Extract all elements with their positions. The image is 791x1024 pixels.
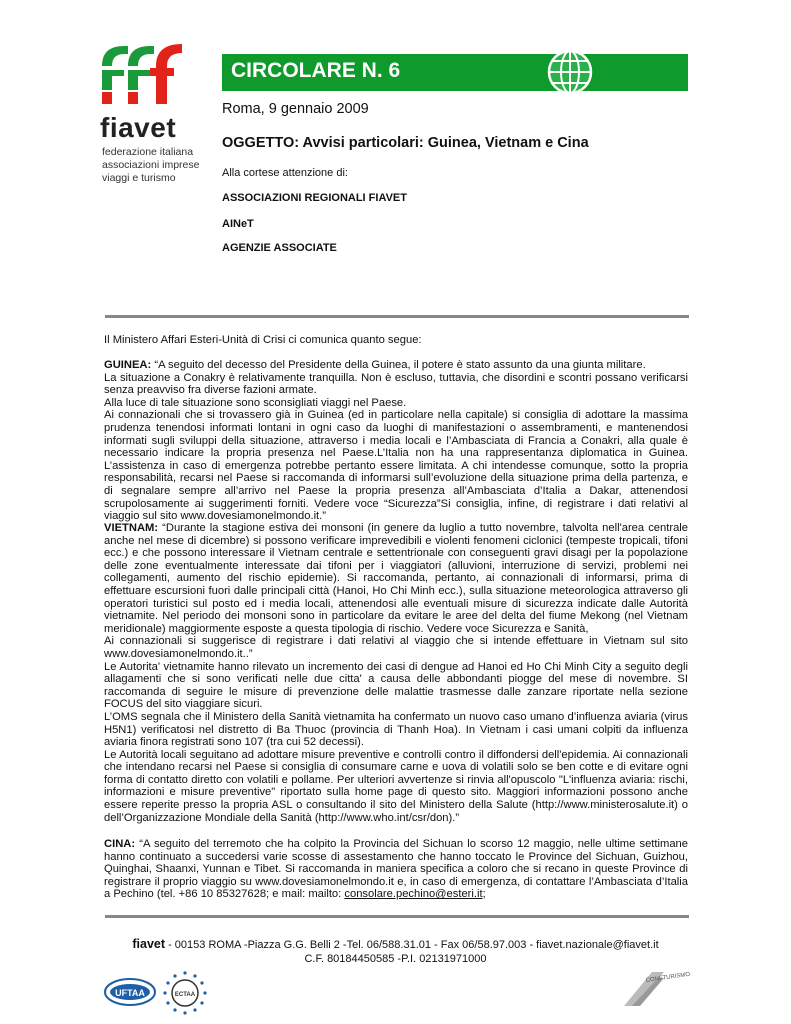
recipient-associazioni: ASSOCIAZIONI REGIONALI FIAVET — [222, 192, 407, 204]
vietnam-section: VIETNAM: “Durante la stagione estiva dei monsoni (in genere da luglio a tutto novembre, talvolta nell'area centrale anche nel mese di dicembre) si possono verificare imprevedibili e violenti fenomeni ciclonici (tempeste tropicali, tifoni ecc.) e che possono interessare il Vietnam centrale e settentrionale con conseguenti gravi disagi per la popolazione delle zone eventualmente interessate dai tifoni per i viaggiatori (alluvioni, interruzione di servizi, problemi nei collegamenti, aumento del rischio epidemie). Si raccomanda, pertanto, ai connazionali di informarsi, prima di effettuare escursioni fuori dalle principali città (Hanoi, Ho Chi Minh ecc.), sulla situazione meteorologica attraverso gli operatori turistici sul posto ed i media locali, attenendosi alle eventuali misure di sicurezza indicate dalle Autorità vietnamite. Nel periodo dei monsoni sono in particolare da evitare le aree del delta del fiume Mekong (nel Vietnam meridionale) maggiormente esposte a questa tipologia di rischio. Vedere voce Sicurezza e Sanità, Ai connazionali si suggerisce di registrare i dati relativi al viaggio che si intende effettuare in Vietnam sul sito www.dovesiamonelmondo.it..” Le Autorita' vietnamite hanno rilevato un incremento dei casi di dengue ad Hanoi ed Ho Chi Minh City a seguito degli allagamenti che si sono verificati nelle due citta' a causa delle abbondanti piogge del mese di novembre. SI raccomanda di seguire le misure di prevenzione delle malattie trasmesse dalle zanzare riportate nella sezione FOCUS del sito viaggiare sicuri. L’OMS segnala che il Ministero della Sanità vietnamita ha confermato un nuovo caso umano d’influenza aviaria (virus H5N1) verificatosi nel distretto di Ba Thuoc (provincia di Thanh Hoa). In Vietnam i casi umani colpiti da influenza aviaria finora registrati sono 107 (tra cui 52 decessi). Le Autorità locali seguitano ad adottare misure preventive e controlli contro il diffondersi dell'epidemia. Ai connazionali che intendano recarsi nel Paese si consiglia di consumare carne e uova di volatili solo se ben cotte e di evitare ogni forma di contatto diretto con volatili e pollame. Per ulteriori avvertenze si rinvia all'opuscolo "L'influenza aviaria: rischi, informazioni e misure preventive" riportato sulla home page di questo sito. Maggiori informazioni possono anche essere reperite presso la propria ASL o consultando il sito del Ministero della Salute (http://www.ministerosalute.it) o dell’Organizzazione Mondiale della Sanità (http://www.who.int/csr/don).” — [104, 522, 688, 824]
footer-fiscal: C.F. 80184450585 -P.I. 02131971000 — [304, 953, 487, 965]
fiavet-logo-icon — [100, 44, 186, 104]
consolare-email-link[interactable]: consolare.pechino@esteri.it — [344, 888, 483, 901]
footer-brand: fiavet — [132, 937, 166, 951]
circolare-title: CIRCOLARE N. 6 — [231, 59, 401, 82]
confturismo-label: CONFTURISMO — [645, 971, 691, 984]
confturismo-logo-icon — [622, 968, 691, 1008]
ectaa-label: ECTAA — [174, 992, 196, 998]
uftaa-label: UFTAA — [115, 988, 145, 998]
logo-wordmark: fiavet — [100, 112, 177, 143]
document-subject: OGGETTO: Avvisi particolari: Guinea, Vietnam e Cina — [222, 135, 589, 151]
intro-text: Il Ministero Affari Esteri-Unità di Crisi ci comunica quanto segue: — [104, 334, 422, 346]
divider-top — [105, 315, 689, 318]
globe-icon — [546, 48, 594, 96]
divider-bottom — [105, 915, 689, 918]
ectaa-logo-icon — [162, 970, 208, 1016]
attention-line: Alla cortese attenzione di: — [222, 167, 348, 179]
recipient-agenzie: AGENZIE ASSOCIATE — [222, 242, 337, 254]
guinea-section: GUINEA: “A seguito del decesso del Presidente della Guinea, il potere è stato assunto da una giunta militare. La situazione a Conakry è relativamente tranquilla. Non è escluso, tuttavia, che disordini e scontri possano verificarsi senza preavviso fra diverse fazioni armate. Alla luce di tale situazione sono sconsigliati viaggi nel Paese. Ai connazionali che si trovassero già in Guinea (ed in particolare nella capitale) si consiglia di adottare la massima prudenza tenendosi informati lontani in ogni caso da luoghi di manifestazioni o assembramenti, e mantenendosi informati sugli sviluppi della situazione, attraverso i media locali e l’Ambasciata di Francia a Conakri, alla quale è necessario indicare la propria presenza nel Paese.L’Italia non ha una rappresentanza diplomatica in Guinea. L’assistenza in caso di emergenza potrebbe pertanto essere limitata. A chi intendesse comunque, sotto la propria responsabilità, recarsi nel Paese si raccomanda di informarsi sull’evoluzione della situazione prima della partenza, e di segnalare sempre all’arrivo nel Paese la propria presenza all’Ambasciata d’Italia a Dakar, attenendosi scrupolosamente ai suggerimenti forniti. Vedere voce “Sicurezza”Si consiglia, infine, di registrare i dati relativi al viaggio sul sito www.dovesiamonelmondo.it.” — [104, 359, 688, 523]
guinea-label: GUINEA: — [104, 359, 152, 371]
vietnam-label: VIETNAM: — [104, 522, 159, 534]
uftaa-logo-icon — [104, 977, 156, 1007]
cina-label: CINA: — [104, 838, 136, 850]
recipient-ainet: AINeT — [222, 218, 254, 230]
cina-section: CINA: “A seguito del terremoto che ha colpito la Provincia del Sichuan lo scorso 12 maggio, nelle ultime settimane hanno continuato a succedersi varie scosse di assestamento che hanno toccato le Province del Sichuan, Guizhou, Quinghai, Shaanxi, Yunnan e Tibet. Si raccomanda in maniera specifica a coloro che si recano in queste Province di registrare il proprio viaggio su www.dovesiamonelmondo.it e, in caso di emergenza, di contattare l’Ambasciata d’Italia a Pechino (tel. +86 10 85327628; e mail: mailto: consolare.pechino@esteri.it; — [104, 838, 688, 901]
footer-address: fiavet - 00153 ROMA -Piazza G.G. Belli 2 -Tel. 06/588.31.01 - Fax 06/58.97.003 - fiavet.nazionale@fiavet.it — [132, 937, 659, 951]
logo-subtitle: federazione italiana associazioni imprese viaggi e turismo — [102, 146, 200, 184]
document-date: Roma, 9 gennaio 2009 — [222, 101, 369, 117]
